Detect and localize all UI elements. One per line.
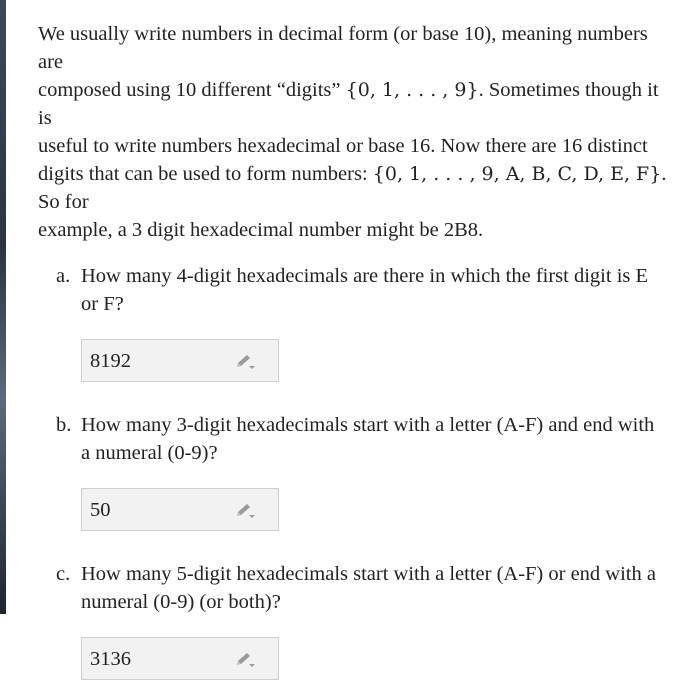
question-text: How many 3-digit hexadecimals start with a letter (A-F) and end with a numeral (0-9)? [81, 414, 655, 464]
decimal-digit-set: {0, 1, . . . , 9} [345, 79, 479, 101]
intro-line-5: example, a 3 digit hexadecimal number might be 2B8. [38, 219, 484, 241]
question-b [38, 411, 668, 531]
intro-line-4a: digits that can be used to form numbers: [38, 163, 373, 185]
answer-value: 8192 [90, 350, 131, 372]
problem-intro [38, 20, 668, 244]
intro-line-1: We usually write numbers in decimal form (or base 10), meaning numbers are [38, 23, 648, 73]
answer-value: 3136 [90, 648, 131, 670]
question-text: How many 4-digit hexadecimals are there in which the first digit is E or F? [81, 265, 649, 315]
answer-field-c[interactable] [81, 637, 279, 680]
intro-line-3: useful to write numbers hexadecimal or base 16. Now there are 16 distinct [38, 135, 648, 157]
pencil-icon[interactable] [234, 502, 256, 520]
pencil-icon[interactable] [234, 651, 256, 669]
problem-content [38, 20, 668, 680]
answer-value: 50 [90, 499, 111, 521]
question-c [38, 560, 668, 680]
question-letter: a. [56, 265, 71, 287]
intro-line-2a: composed using 10 different “digits” [38, 79, 346, 101]
question-a [38, 262, 668, 382]
window-edge-strip [0, 0, 6, 614]
answer-field-a[interactable] [81, 339, 279, 382]
intro-line-4b: . So for [38, 163, 667, 213]
question-letter: c. [56, 563, 71, 585]
pencil-icon[interactable] [234, 353, 256, 371]
hex-digit-set: {0, 1, . . . , 9, A, B, C, D, E, F} [372, 163, 662, 185]
intro-line-2b: . Sometimes though it is [38, 79, 659, 129]
question-letter: b. [56, 414, 72, 436]
answer-field-b[interactable] [81, 488, 279, 531]
question-text: How many 5-digit hexadecimals start with a letter (A-F) or end with a numeral (0-9) (or both)? [81, 563, 656, 613]
